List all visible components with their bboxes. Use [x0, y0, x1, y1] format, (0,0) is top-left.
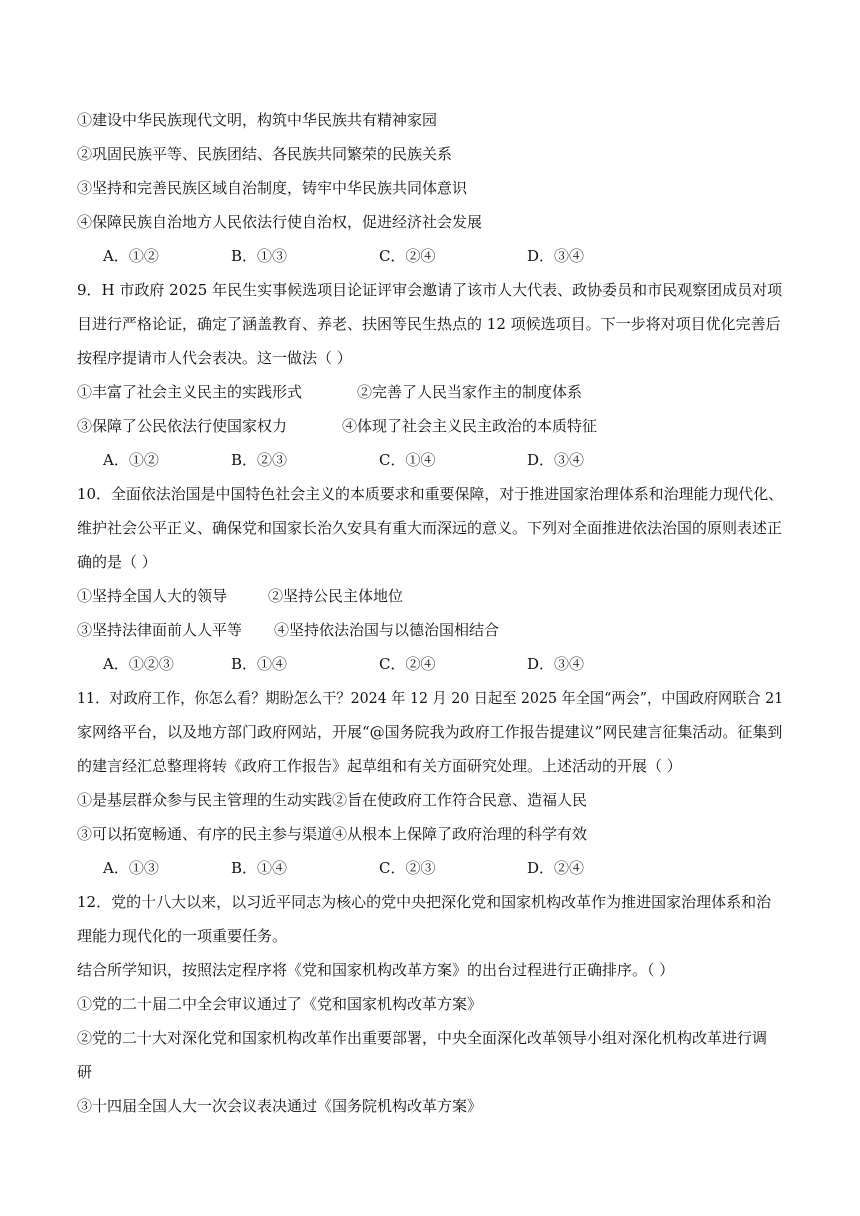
q8-option-b: B．①③	[231, 247, 288, 265]
q11-stem-line-2: 家网络平台，以及地方部门政府网站，开展“@国务院我为政府工作报告提建议”网民建言征集活动。征集到	[77, 723, 783, 741]
q8-item-4: ④保障民族自治地方人民依法行使自治权，促进经济社会发展	[77, 213, 483, 231]
q12-stem-line-1: 12．党的十八大以来，以习近平同志为核心的党中央把深化党和国家机构改革作为推进国家治理体系和治	[77, 893, 772, 911]
q10-item-3: ③坚持法律面前人人平等	[77, 621, 243, 639]
q10-stem-line-2: 维护社会公平正义、确保党和国家长治久安具有重大而深远的意义。下列对全面推进依法治国的原则表述正	[77, 519, 783, 537]
q11-option-b: B．①④	[231, 859, 288, 877]
q8-item-2: ②巩固民族平等、民族团结、各民族共同繁荣的民族关系	[77, 145, 453, 163]
q8-option-c: C．②④	[379, 247, 436, 265]
q9-option-d: D．③④	[527, 451, 585, 469]
q9-stem-line-1: 9．H 市政府 2025 年民生实事候选项目论证评审会邀请了该市人大代表、政协委员和市民观察团成员对项	[77, 281, 783, 299]
q10-option-c: C．②④	[379, 655, 436, 673]
q12-instruction: 结合所学知识，按照法定程序将《党和国家机构改革方案》的出台过程进行正确排序。（ ）	[77, 961, 675, 979]
q11-stem-line-3: 的建言经汇总整理将转《政府工作报告》起草组和有关方面研究处理。上述活动的开展（ ）	[77, 757, 682, 775]
q11-items-line-1: ①是基层群众参与民主管理的生动实践②旨在使政府工作符合民意、造福人民	[77, 791, 588, 809]
q8-item-1: ①建设中华民族现代文明，构筑中华民族共有精神家园	[77, 111, 438, 129]
q8-item-3: ③坚持和完善民族区域自治制度，铸牢中华民族共同体意识	[77, 179, 468, 197]
q9-option-a: A．①②	[103, 451, 159, 469]
q11-option-d: D．②④	[527, 859, 585, 877]
q12-item-1: ①党的二十届二中全会审议通过了《党和国家机构改革方案》	[77, 995, 483, 1013]
q10-stem-line-1: 10．全面依法治国是中国特色社会主义的本质要求和重要保障，对于推进国家治理体系和治理能力现代化、	[77, 485, 784, 503]
q11-option-a: A．①③	[103, 859, 159, 877]
q8-option-a: A．①②	[103, 247, 159, 265]
q10-item-4: ④坚持依法治国与以德治国相结合	[274, 621, 500, 639]
q12-item-3: ③十四届全国人大一次会议表决通过《国务院机构改革方案》	[77, 1097, 483, 1115]
q12-stem-line-2: 理能力现代化的一项重要任务。	[77, 927, 288, 945]
q9-option-c: C．①④	[379, 451, 436, 469]
q9-item-2: ②完善了人民当家作主的制度体系	[357, 383, 583, 401]
q10-item-2: ②坚持公民主体地位	[268, 587, 404, 605]
q10-option-b: B．①④	[231, 655, 288, 673]
q12-item-2-continued: 研	[77, 1063, 93, 1081]
q9-stem-line-2: 目进行严格论证，确定了涵盖教育、养老、扶困等民生热点的 12 项候选项目。下一步将对项目优化完善后	[77, 315, 781, 333]
q10-stem-line-3: 确的是（ ）	[77, 553, 157, 571]
q10-option-d: D．③④	[527, 655, 585, 673]
q9-item-1: ①丰富了社会主义民主的实践形式	[77, 383, 303, 401]
q11-option-c: C．②③	[379, 859, 436, 877]
q8-option-d: D．③④	[527, 247, 585, 265]
q10-item-1: ①坚持全国人大的领导	[77, 587, 228, 605]
q11-items-line-2: ③可以拓宽畅通、有序的民主参与渠道④从根本上保障了政府治理的科学有效	[77, 825, 588, 843]
q9-item-4: ④体现了社会主义民主政治的本质特征	[342, 417, 598, 435]
q9-option-b: B．②③	[231, 451, 288, 469]
q9-stem-line-3: 按程序提请市人代会表决。这一做法（ ）	[77, 349, 352, 367]
q9-item-3: ③保障了公民依法行使国家权力	[77, 417, 288, 435]
q11-stem-line-1: 11．对政府工作，你怎么看？期盼怎么干？2024 年 12 月 20 日起至 2025 年全国“两会”，中国政府网联合 21	[77, 689, 784, 707]
q10-option-a: A．①②③	[103, 655, 174, 673]
q12-item-2: ②党的二十大对深化党和国家机构改革作出重要部署，中央全面深化改革领导小组对深化机构改革进行调	[77, 1029, 768, 1047]
